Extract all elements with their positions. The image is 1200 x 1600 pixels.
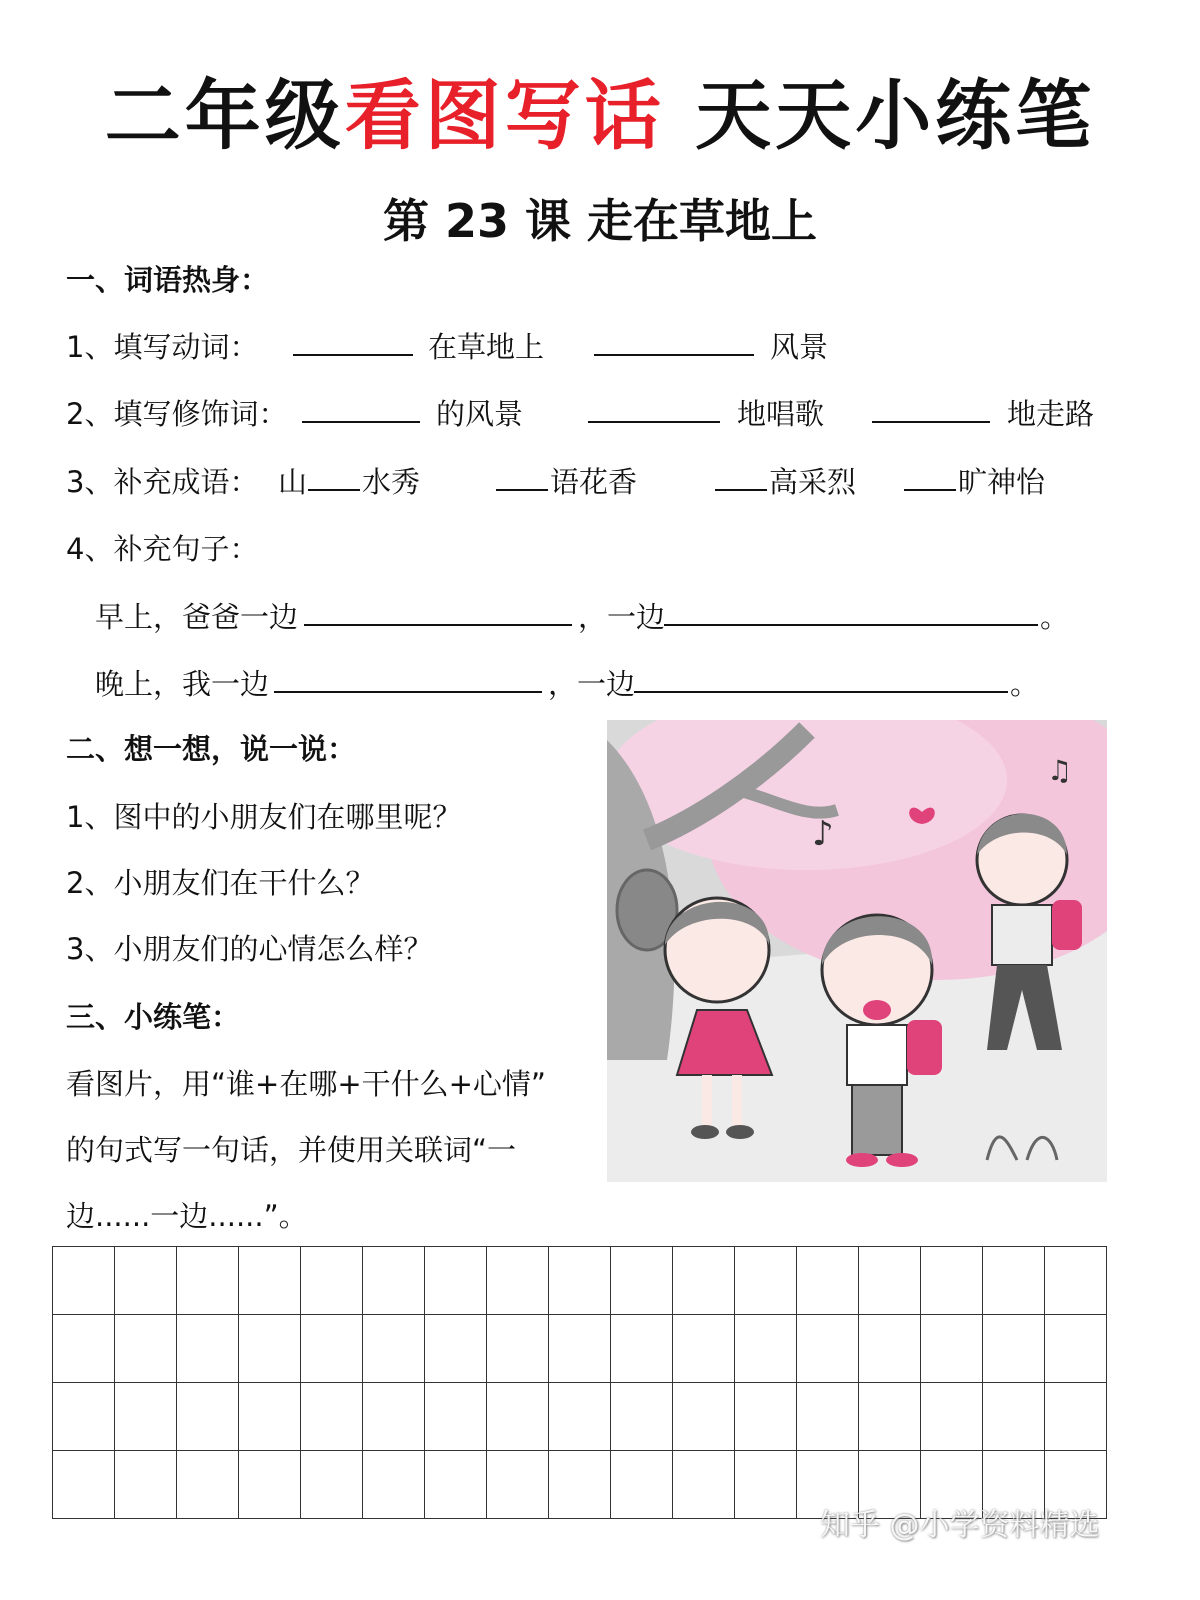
grid-cell[interactable] <box>735 1451 797 1519</box>
idiom-1-start: 山 <box>278 465 308 499</box>
grid-cell[interactable] <box>115 1383 177 1451</box>
grid-cell[interactable] <box>611 1451 673 1519</box>
grid-cell[interactable] <box>1045 1247 1107 1315</box>
grid-cell[interactable] <box>983 1315 1045 1383</box>
grid-cell[interactable] <box>177 1315 239 1383</box>
grid-cell[interactable] <box>735 1315 797 1383</box>
grid-cell[interactable] <box>301 1315 363 1383</box>
grid-cell[interactable] <box>177 1247 239 1315</box>
grid-cell[interactable] <box>797 1247 859 1315</box>
sentence-2-blank-2[interactable] <box>634 667 1008 693</box>
grid-cell[interactable] <box>363 1247 425 1315</box>
grid-cell[interactable] <box>487 1451 549 1519</box>
grid-cell[interactable] <box>425 1247 487 1315</box>
section2-heading: 二、想一想，说一说： <box>66 732 357 766</box>
grid-cell[interactable] <box>673 1383 735 1451</box>
grid-cell[interactable] <box>115 1247 177 1315</box>
lesson-title: 第 23 课 走在草地上 <box>382 194 818 248</box>
grid-cell[interactable] <box>301 1383 363 1451</box>
idiom-2-end: 语花香 <box>550 465 638 499</box>
sentence-2-mid: ，一边 <box>548 667 636 701</box>
q1-row <box>66 325 258 366</box>
grid-cell[interactable] <box>611 1383 673 1451</box>
question-1: 1、图中的小朋友们在哪里呢？ <box>66 800 462 834</box>
sentence-1-blank-1[interactable] <box>304 600 572 626</box>
idiom-2-blank[interactable] <box>496 465 548 491</box>
grid-cell[interactable] <box>53 1247 115 1315</box>
grid-cell[interactable] <box>673 1315 735 1383</box>
grid-cell[interactable] <box>115 1315 177 1383</box>
grid-cell[interactable] <box>673 1247 735 1315</box>
grid-cell[interactable] <box>611 1315 673 1383</box>
title-practice: 天天小练笔 <box>695 71 1096 160</box>
section3-heading: 三、小练笔： <box>66 1000 241 1034</box>
grid-cell[interactable] <box>549 1247 611 1315</box>
grid-cell[interactable] <box>859 1315 921 1383</box>
grid-cell[interactable] <box>301 1451 363 1519</box>
grid-cell[interactable] <box>363 1315 425 1383</box>
grid-cell[interactable] <box>487 1383 549 1451</box>
sentence-2-end: 。 <box>1010 667 1040 701</box>
idiom-3-blank[interactable] <box>715 465 767 491</box>
grid-cell[interactable] <box>177 1451 239 1519</box>
grid-cell[interactable] <box>859 1383 921 1451</box>
sentence-2-start: 晚上，我一边 <box>95 667 270 701</box>
grid-cell[interactable] <box>1045 1315 1107 1383</box>
sentence-1-mid: ，一边 <box>578 600 666 634</box>
question-3: 3、小朋友们的心情怎么样？ <box>66 932 433 966</box>
q2-blank-3[interactable] <box>872 397 990 423</box>
idiom-4-end: 旷神怡 <box>958 465 1046 499</box>
grid-cell[interactable] <box>921 1383 983 1451</box>
children-illustration <box>607 720 1107 1182</box>
idiom-4-blank[interactable] <box>904 465 956 491</box>
grid-cell[interactable] <box>115 1451 177 1519</box>
grid-cell[interactable] <box>425 1451 487 1519</box>
grid-cell[interactable] <box>549 1315 611 1383</box>
sentence-2-blank-1[interactable] <box>274 667 542 693</box>
q1-word-2: 风景 <box>770 330 829 364</box>
grid-cell[interactable] <box>425 1315 487 1383</box>
title-grade: 二年级 <box>104 71 345 160</box>
grid-cell[interactable] <box>425 1383 487 1451</box>
svg-text:♫: ♫ <box>1047 754 1073 787</box>
grid-cell[interactable] <box>983 1247 1045 1315</box>
grid-cell[interactable] <box>363 1383 425 1451</box>
grid-cell[interactable] <box>735 1383 797 1451</box>
grid-cell[interactable] <box>239 1247 301 1315</box>
grid-cell[interactable] <box>1045 1383 1107 1451</box>
q3-label: 3、补充成语： <box>66 465 259 499</box>
q2-blank-1[interactable] <box>302 397 420 423</box>
grid-cell[interactable] <box>859 1247 921 1315</box>
q1-blank-2[interactable] <box>594 330 754 356</box>
svg-text:♪: ♪ <box>812 814 834 854</box>
grid-cell[interactable] <box>487 1315 549 1383</box>
sentence-1-blank-2[interactable] <box>664 600 1038 626</box>
grid-cell[interactable] <box>983 1383 1045 1451</box>
illustration-drawing <box>607 720 1107 1182</box>
title-highlight: 看图写话 <box>344 71 665 160</box>
grid-cell[interactable] <box>363 1451 425 1519</box>
grid-cell[interactable] <box>53 1451 115 1519</box>
q2-word-1: 的风景 <box>436 397 524 431</box>
q2-word-2: 地唱歌 <box>737 397 825 431</box>
grid-cell[interactable] <box>611 1247 673 1315</box>
grid-cell[interactable] <box>797 1383 859 1451</box>
watermark: 知乎 @小学资料精选 <box>820 1508 1100 1543</box>
sentence-1-end: 。 <box>1040 600 1070 634</box>
grid-cell[interactable] <box>177 1383 239 1451</box>
grid-cell[interactable] <box>487 1247 549 1315</box>
idiom-1-blank[interactable] <box>308 465 360 491</box>
writing-grid[interactable] <box>52 1246 1107 1519</box>
grid-cell[interactable] <box>301 1247 363 1315</box>
sentence-1-start: 早上，爸爸一边 <box>95 600 299 634</box>
section1-heading: 一、词语热身： <box>66 263 270 297</box>
q1-word-1: 在草地上 <box>428 330 545 364</box>
grid-cell[interactable] <box>53 1315 115 1383</box>
grid-cell[interactable] <box>673 1451 735 1519</box>
idiom-1-end: 水秀 <box>362 465 421 499</box>
grid-cell[interactable] <box>239 1451 301 1519</box>
grid-cell[interactable] <box>549 1383 611 1451</box>
grid-cell[interactable] <box>239 1315 301 1383</box>
q1-label: 1、填写动词： <box>66 330 259 364</box>
grid-cell[interactable] <box>549 1451 611 1519</box>
grid-cell[interactable] <box>797 1315 859 1383</box>
grid-cell[interactable] <box>921 1315 983 1383</box>
grid-cell[interactable] <box>921 1247 983 1315</box>
q2-label: 2、填写修饰词： <box>66 397 288 431</box>
grid-cell[interactable] <box>239 1383 301 1451</box>
idiom-3-end: 高采烈 <box>769 465 857 499</box>
worksheet-title <box>0 55 1200 164</box>
grid-cell[interactable] <box>53 1383 115 1451</box>
instruction-line-3: 边......一边......”。 <box>66 1199 308 1233</box>
q2-blank-2[interactable] <box>588 397 720 423</box>
question-2: 2、小朋友们在干什么？ <box>66 866 375 900</box>
q2-word-3: 地走路 <box>1007 397 1095 431</box>
q4-label: 4、补充句子： <box>66 532 259 566</box>
grid-cell[interactable] <box>735 1247 797 1315</box>
q1-blank-1[interactable] <box>293 330 413 356</box>
instruction-line-2: 的句式写一句话，并使用关联词“一 <box>66 1133 517 1167</box>
instruction-line-1: 看图片，用“谁+在哪+干什么+心情” <box>66 1067 546 1101</box>
